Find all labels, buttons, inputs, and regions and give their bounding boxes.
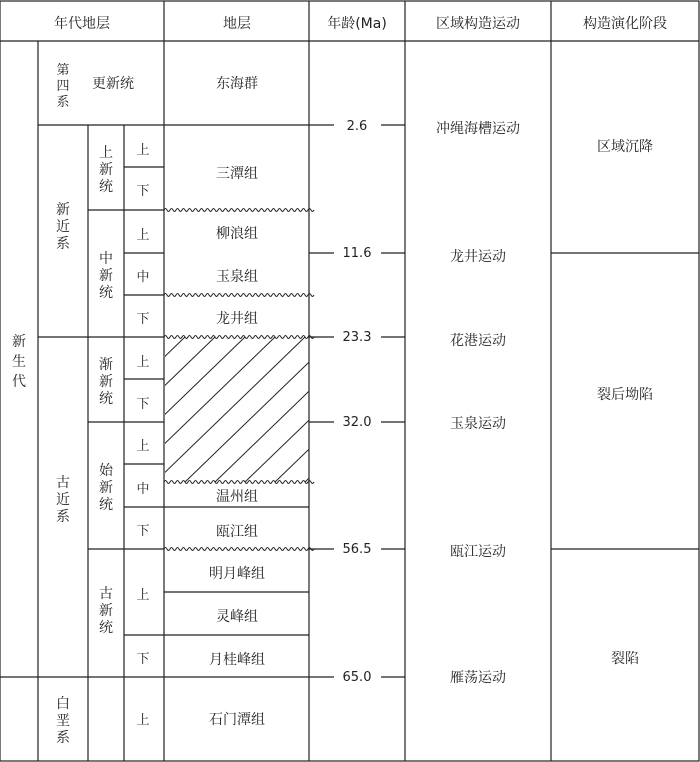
age-label: 2.6 xyxy=(346,119,368,134)
svg-text:统: 统 xyxy=(99,285,113,301)
unconformity-wave xyxy=(164,548,314,551)
svg-text:系: 系 xyxy=(56,236,70,252)
hatch-line xyxy=(275,337,425,482)
formation-label: 月桂峰组 xyxy=(209,652,265,668)
system-neogene xyxy=(56,202,70,252)
series-oligocene xyxy=(99,357,113,407)
svg-text:新: 新 xyxy=(99,480,113,496)
svg-text:统: 统 xyxy=(99,179,113,195)
stage-label: 裂后坳陷 xyxy=(597,387,653,403)
age-label: 56.5 xyxy=(342,542,372,557)
svg-text:系: 系 xyxy=(56,730,70,746)
age-label: 65.0 xyxy=(342,670,372,685)
svg-text:始: 始 xyxy=(99,463,113,479)
age-label: 11.6 xyxy=(342,246,372,261)
header-evolution-stage: 构造演化阶段 xyxy=(583,16,667,32)
formation-label: 灵峰组 xyxy=(216,609,258,625)
formation-label: 石门潭组 xyxy=(209,712,265,728)
svg-text:新: 新 xyxy=(99,374,113,390)
subseries-label: 中 xyxy=(136,270,150,285)
hatch-line xyxy=(305,337,455,482)
header-strata: 地层 xyxy=(223,16,251,32)
movement-label: 龙井运动 xyxy=(450,249,506,265)
subseries-label: 上 xyxy=(136,713,150,728)
hatch-line xyxy=(155,337,305,482)
unconformity-wave xyxy=(164,294,314,297)
movement-label: 花港运动 xyxy=(450,333,506,349)
age-ticks xyxy=(309,125,405,677)
hatch-line xyxy=(215,337,365,482)
formation-label: 柳浪组 xyxy=(216,226,258,242)
formation-label: 玉泉组 xyxy=(216,269,258,285)
svg-text:近: 近 xyxy=(56,219,70,235)
svg-text:新: 新 xyxy=(99,268,113,284)
system-quaternary xyxy=(56,63,69,110)
formation-label: 三潭组 xyxy=(216,166,258,182)
subseries-label: 上 xyxy=(136,588,150,603)
movement-label: 冲绳海槽运动 xyxy=(436,121,520,137)
system-cretaceous xyxy=(56,696,70,746)
svg-text:统: 统 xyxy=(99,497,113,513)
subseries-label: 下 xyxy=(136,652,150,667)
formation-label: 龙井组 xyxy=(216,311,258,327)
subseries-label: 下 xyxy=(136,184,150,199)
svg-text:古: 古 xyxy=(99,586,113,602)
age-label: 32.0 xyxy=(342,415,372,430)
series-eocene xyxy=(99,463,114,513)
formation-label: 明月峰组 xyxy=(209,566,265,582)
svg-text:垩: 垩 xyxy=(56,713,70,729)
hatch-line xyxy=(245,337,395,482)
hatch-line xyxy=(335,337,485,482)
series-pleistocene: 更新统 xyxy=(92,76,134,92)
header-tectonic-movement: 区域构造运动 xyxy=(436,16,520,32)
svg-text:统: 统 xyxy=(99,391,113,407)
movement-label: 雁荡运动 xyxy=(450,670,506,686)
series-miocene xyxy=(99,250,113,301)
unconformity-wave xyxy=(164,209,314,212)
svg-text:新: 新 xyxy=(56,202,70,218)
subseries-label: 下 xyxy=(136,524,150,539)
system-paleogene xyxy=(56,474,70,525)
subseries-label: 中 xyxy=(136,482,150,497)
age-label: 23.3 xyxy=(342,330,372,345)
subseries-label: 上 xyxy=(136,439,150,454)
svg-text:新: 新 xyxy=(99,162,113,178)
svg-text:四: 四 xyxy=(56,79,70,94)
hiatus-hatch xyxy=(5,337,485,482)
movement-label: 玉泉运动 xyxy=(450,416,506,432)
formation-label: 东海群 xyxy=(216,76,258,92)
svg-text:中: 中 xyxy=(99,251,113,267)
svg-text:代: 代 xyxy=(12,374,26,390)
subseries-label: 上 xyxy=(136,143,150,158)
unconformity-wave xyxy=(164,336,314,339)
svg-text:系: 系 xyxy=(56,509,70,525)
stage-label: 裂陷 xyxy=(611,651,639,667)
svg-text:白: 白 xyxy=(56,696,70,712)
series-pliocene xyxy=(99,145,113,195)
header-age: 年龄(Ma) xyxy=(327,16,387,32)
svg-text:上: 上 xyxy=(99,145,113,161)
svg-text:系: 系 xyxy=(56,95,70,110)
hatch-line xyxy=(95,337,245,482)
header-era-strata: 年代地层 xyxy=(54,16,110,32)
svg-text:统: 统 xyxy=(99,620,113,636)
hatch-line xyxy=(5,337,155,482)
svg-text:古: 古 xyxy=(56,475,70,491)
svg-text:新: 新 xyxy=(99,603,113,619)
hatch-line xyxy=(185,337,335,482)
era-label xyxy=(12,334,26,390)
svg-text:第: 第 xyxy=(56,63,70,78)
movement-label: 瓯江运动 xyxy=(450,544,506,560)
svg-text:生: 生 xyxy=(12,354,26,370)
svg-text:近: 近 xyxy=(56,492,70,508)
subseries-label: 下 xyxy=(136,312,150,327)
stage-label: 区域沉降 xyxy=(597,139,653,155)
series-paleocene xyxy=(99,585,113,636)
subseries-label: 上 xyxy=(136,355,150,370)
formation-label: 瓯江组 xyxy=(216,524,258,540)
formation-label: 温州组 xyxy=(216,489,258,505)
subseries-label: 上 xyxy=(136,228,150,243)
svg-text:渐: 渐 xyxy=(99,357,113,373)
svg-text:新: 新 xyxy=(12,334,26,350)
subseries-label: 下 xyxy=(136,397,150,412)
